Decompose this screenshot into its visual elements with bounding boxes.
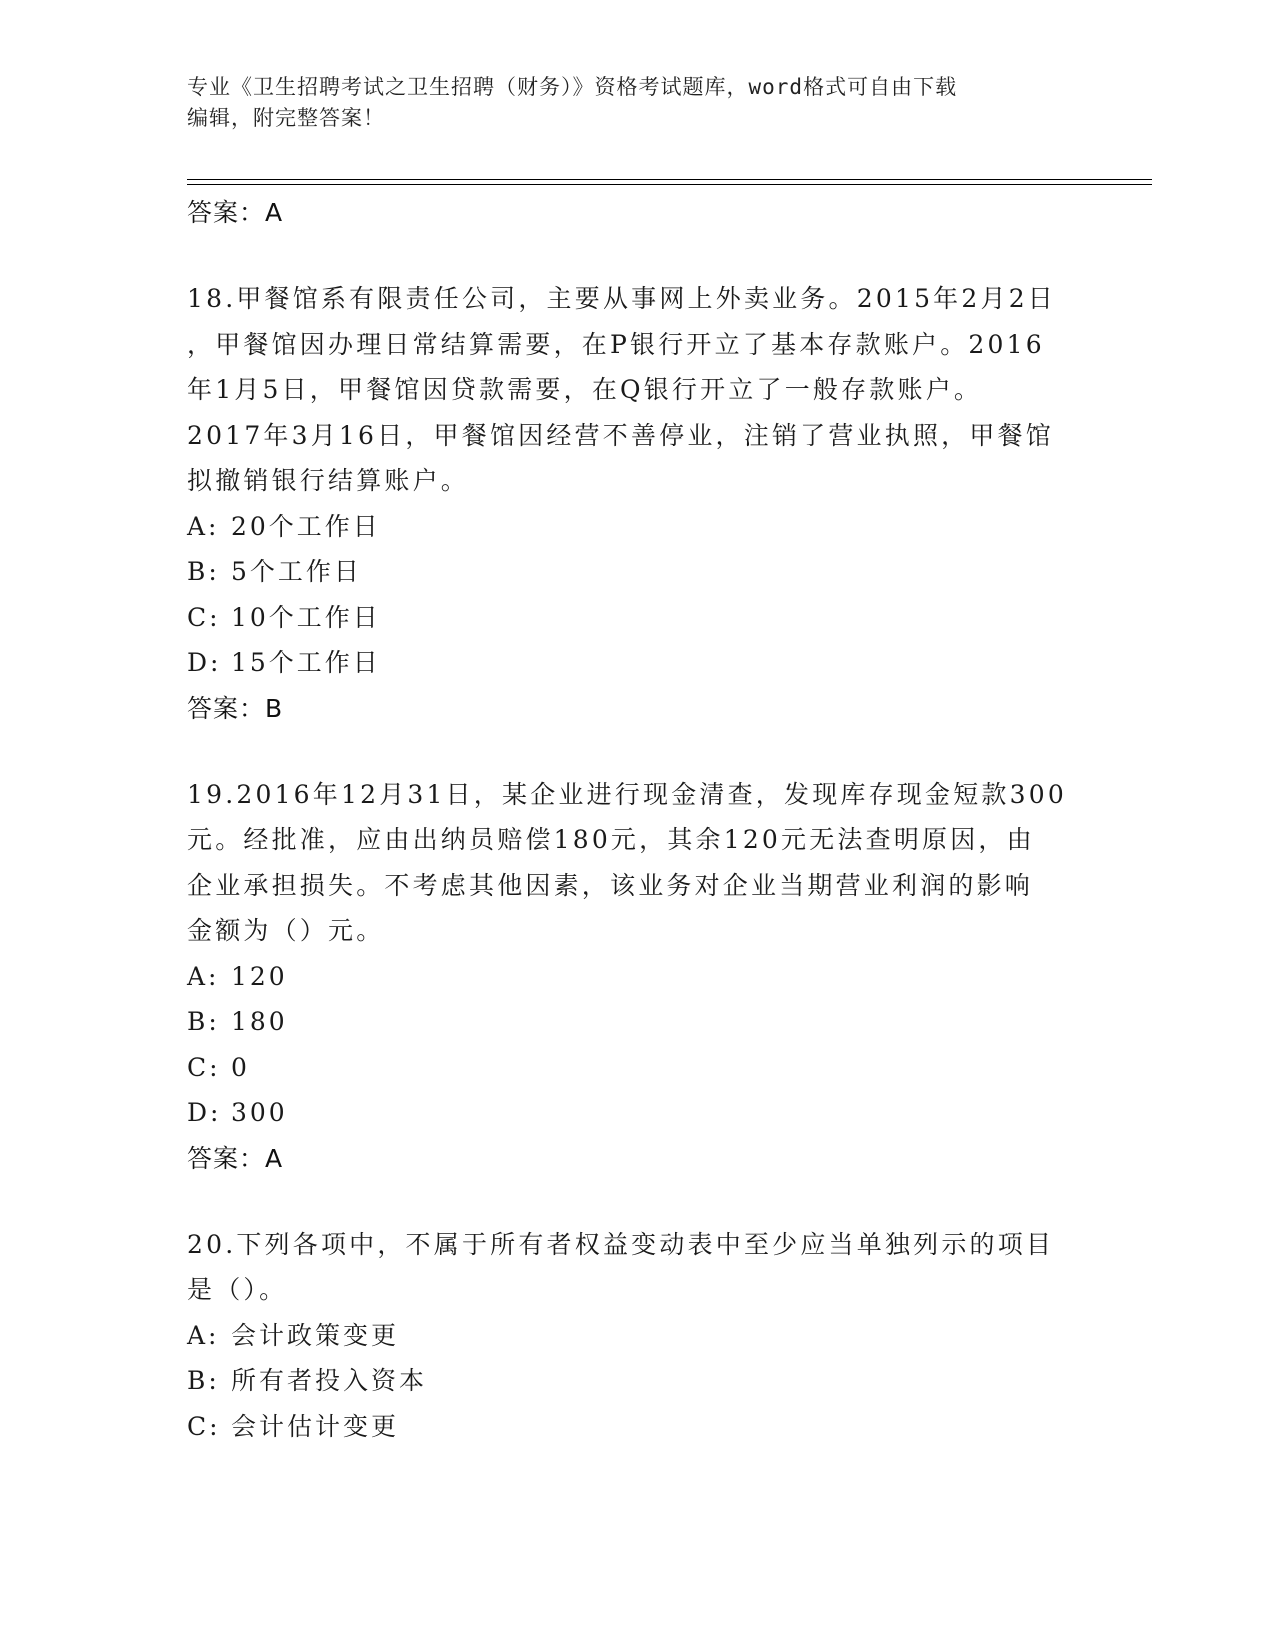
option-key: A:: [187, 1320, 220, 1350]
header-divider-top: [187, 179, 1152, 180]
option-text: 120: [231, 961, 288, 991]
option-text: 5个工作日: [231, 557, 362, 586]
question-line: 19.2016年12月31日，某企业进行现金清查，发现库存现金短款300: [187, 779, 1067, 809]
question-line: 拟撤销银行结算账户。: [187, 466, 470, 495]
option-text: 20个工作日: [231, 511, 381, 541]
option-c: [187, 595, 1087, 641]
question-content: [187, 190, 1087, 1449]
option-b: [187, 549, 1087, 595]
question-20: [187, 1222, 1087, 1450]
option-c: [187, 1404, 1087, 1450]
question-line: ，甲餐馆因办理日常结算需要，在P银行开立了基本存款账户。2016: [187, 329, 1045, 359]
option-key: B:: [187, 1007, 220, 1036]
header-line-2: 编辑，附完整答案！: [187, 106, 385, 130]
question-18: [187, 276, 1087, 732]
option-b: [187, 1358, 1087, 1404]
option-text: 10个工作日: [231, 602, 381, 632]
option-a: [187, 504, 1087, 550]
option-key: C:: [187, 1411, 221, 1441]
option-text: 0: [231, 1052, 250, 1082]
option-key: B:: [187, 1366, 220, 1395]
option-text: 会计政策变更: [231, 1320, 400, 1350]
question-stem: [187, 276, 1087, 504]
option-key: C:: [187, 1052, 221, 1082]
question-stem: [187, 1222, 1087, 1313]
question-line: 金额为（）元。: [187, 916, 385, 945]
option-key: D:: [187, 1098, 222, 1127]
answer-label: 答案：B: [187, 693, 284, 723]
question-line: 18.甲餐馆系有限责任公司，主要从事网上外卖业务。2015年2月2日: [187, 284, 1056, 313]
question-line: 是（）。: [187, 1275, 288, 1304]
answer-label: 答案：A: [187, 1143, 284, 1173]
question-stem: [187, 772, 1087, 954]
question-19: [187, 772, 1087, 1182]
option-a: [187, 1313, 1087, 1359]
question-line: 元。经批准，应由出纳员赔偿180元，其余120元无法查明原因，由: [187, 825, 1035, 854]
option-d: [187, 640, 1087, 686]
header-divider-bottom: [187, 184, 1152, 185]
option-key: A:: [187, 511, 220, 541]
option-b: [187, 999, 1087, 1045]
option-text: 所有者投入资本: [231, 1366, 428, 1395]
document-header: [187, 72, 1067, 134]
question-line: 年1月5日，甲餐馆因贷款需要，在Q银行开立了一般存款账户。: [187, 375, 983, 404]
option-key: C:: [187, 602, 221, 632]
question-line: 20.下列各项中，不属于所有者权益变动表中至少应当单独列示的项目: [187, 1229, 1055, 1259]
option-d: [187, 1090, 1087, 1136]
option-key: D:: [187, 648, 222, 677]
option-text: 15个工作日: [231, 648, 381, 677]
previous-answer: 答案：A: [187, 198, 284, 227]
option-key: A:: [187, 961, 220, 991]
option-text: 180: [231, 1007, 288, 1036]
option-c: [187, 1045, 1087, 1091]
question-line: 2017年3月16日，甲餐馆因经营不善停业，注销了营业执照，甲餐馆: [187, 420, 1054, 450]
option-text: 会计估计变更: [231, 1411, 400, 1441]
option-key: B:: [187, 557, 220, 586]
option-a: [187, 954, 1087, 1000]
option-text: 300: [231, 1098, 288, 1127]
header-line-1: 专业《卫生招聘考试之卫生招聘（财务）》资格考试题库，word格式可自由下载: [187, 75, 958, 99]
question-line: 企业承担损失。不考虑其他因素，该业务对企业当期营业利润的影响: [187, 870, 1034, 900]
